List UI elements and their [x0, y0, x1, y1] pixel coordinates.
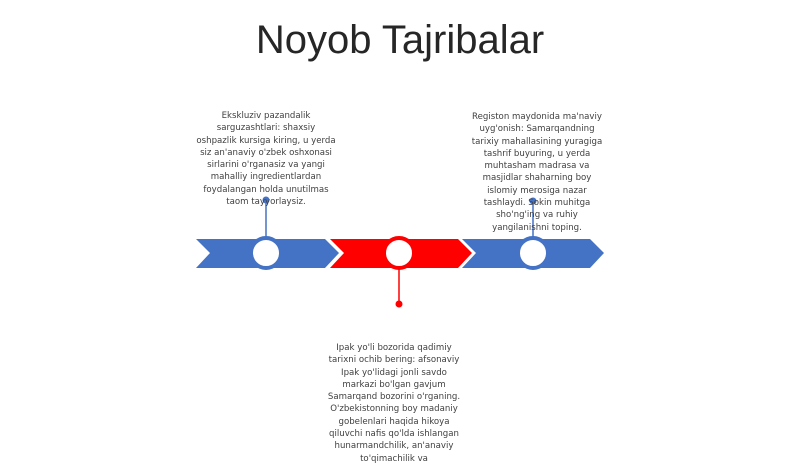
milestone-text-3: Ipak yo'li bozorida qadimiy tarixni ochib bering: afsonaviy Ipak yo'lidagi jonli savdo markazi bo'lgan gavjum Samarqand bozorini o'rganing. O'zbekistonning boy madaniy gobelenlari haqida hikoya qiluvchi nafis qo'lda ishlangan hunarmandchilik, an'anaviy to'qimachilik va: [327, 343, 461, 464]
milestone-text-2: Registon maydonida ma'naviy uyg'onish: Samarqandning tarixiy mahallasining yuragiga tashrif buyuring, u yerda muhtasham madrasa va masjidlar shaharning boy islomiy merosiga nazar tashlaydi. Sokin muhitga sho'ng'ing va ruhiy yangilanishni toping.: [471, 112, 603, 233]
slide-title: Noyob Tajribalar: [255, 18, 545, 62]
milestone-text-1: Ekskluziv pazandalik sarguzashtlari: shaxsiy oshpazlik kursiga kiring, u yerda siz an'anaviy o'zbek oshxonasi sirlarini o'rganasiz va yangi mahalliy ingredientlardan foydalangan holda unutilmas taom tayyorlaysiz.: [196, 111, 336, 208]
connector-dot-3: [396, 301, 403, 308]
milestone-marker-2: [384, 238, 414, 268]
milestone-marker-1: [251, 238, 281, 268]
milestone-marker-3: [518, 238, 548, 268]
